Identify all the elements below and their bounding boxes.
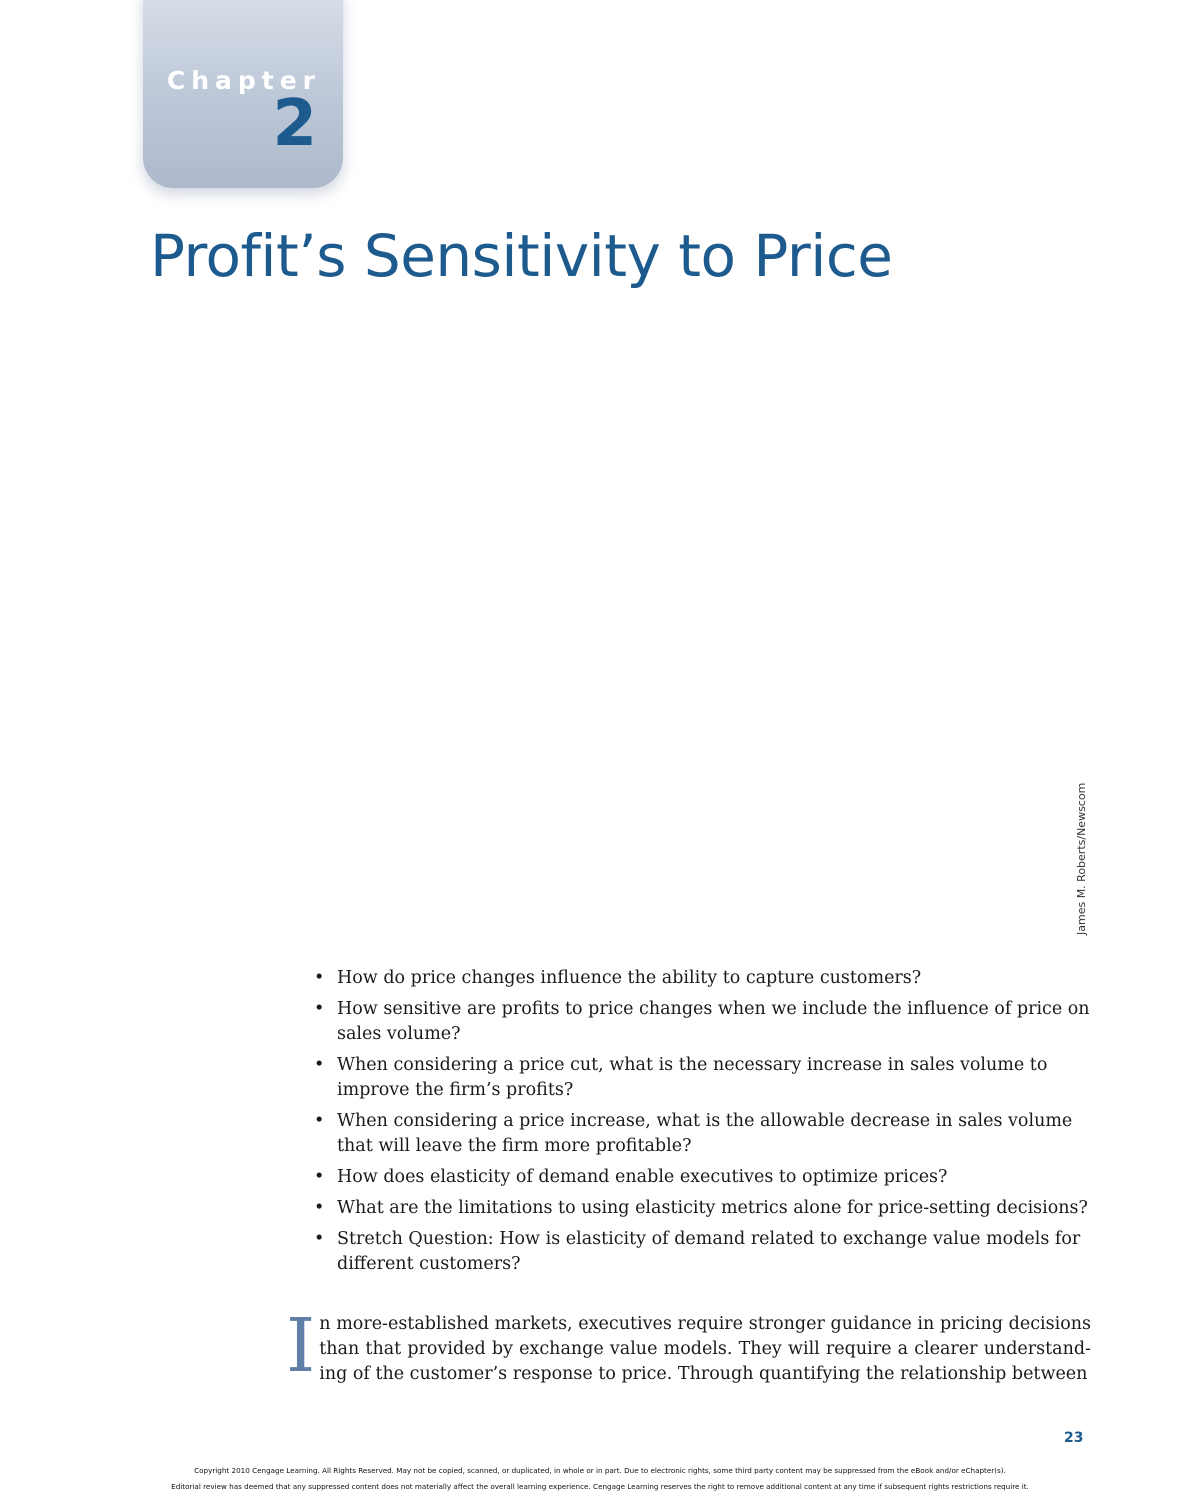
question-text: When considering a price cut, what is the necessary increase in sales volume to improve the firm’s profits?	[337, 1055, 1048, 1100]
question-item	[314, 1165, 1094, 1190]
question-text: What are the limitations to using elasticity metrics alone for price-setting decisions?	[337, 1198, 1088, 1218]
intro-text: n more-established markets, executives require stronger guidance in pricing decisions than that provided by exchange value models. They will require a clearer understand-ing of the customer’s response to price. Through quantifying the relationship between	[319, 1314, 1091, 1384]
question-item	[314, 1196, 1094, 1221]
bullet-icon: •	[314, 968, 325, 988]
question-item	[314, 966, 1094, 991]
question-text: Stretch Question: How is elasticity of demand related to exchange value models for different customers?	[337, 1229, 1081, 1274]
chapter-tab	[143, 0, 343, 188]
intro-paragraph	[286, 1303, 1091, 1389]
question-item	[314, 1053, 1094, 1103]
copyright-line-1: Copyright 2010 Cengage Learning. All Rights Reserved. May not be copied, scanned, or duplicated, in whole or in part. Due to electronic rights, some third party content may be suppressed from the eBook and/or eChapter(s).	[194, 1466, 1006, 1475]
page-number: 23	[1064, 1430, 1084, 1446]
bullet-icon: •	[314, 1198, 325, 1218]
chapter-title: Profit’s Sensitivity to Price	[150, 222, 893, 290]
question-text: How does elasticity of demand enable executives to optimize prices?	[337, 1167, 948, 1187]
chapter-number: 2	[272, 87, 317, 161]
bullet-icon: •	[314, 1111, 325, 1131]
question-text: How do price changes influence the ability to capture customers?	[337, 968, 922, 988]
question-text: How sensitive are profits to price changes when we include the influence of price on sales volume?	[337, 999, 1090, 1044]
photo-credit: James M. Roberts/Newscom	[1075, 782, 1088, 935]
question-item	[314, 1227, 1094, 1277]
drop-cap: I	[286, 1303, 316, 1389]
question-item	[314, 1109, 1094, 1159]
bullet-icon: •	[314, 1167, 325, 1187]
learning-questions-list	[314, 966, 1094, 1283]
bullet-icon: •	[314, 999, 325, 1019]
copyright-notice	[105, 1463, 1095, 1495]
question-item	[314, 997, 1094, 1047]
chapter-label: Chapter	[166, 66, 321, 95]
bullet-icon: •	[314, 1055, 325, 1075]
bullet-icon: •	[314, 1229, 325, 1249]
copyright-line-2: Editorial review has deemed that any suppressed content does not materially affect the overall learning experience. Cengage Learning reserves the right to remove additional content at any time if subsequent rights restrictions require it.	[171, 1482, 1029, 1491]
question-text: When considering a price increase, what is the allowable decrease in sales volume that will leave the firm more profitable?	[337, 1111, 1073, 1156]
